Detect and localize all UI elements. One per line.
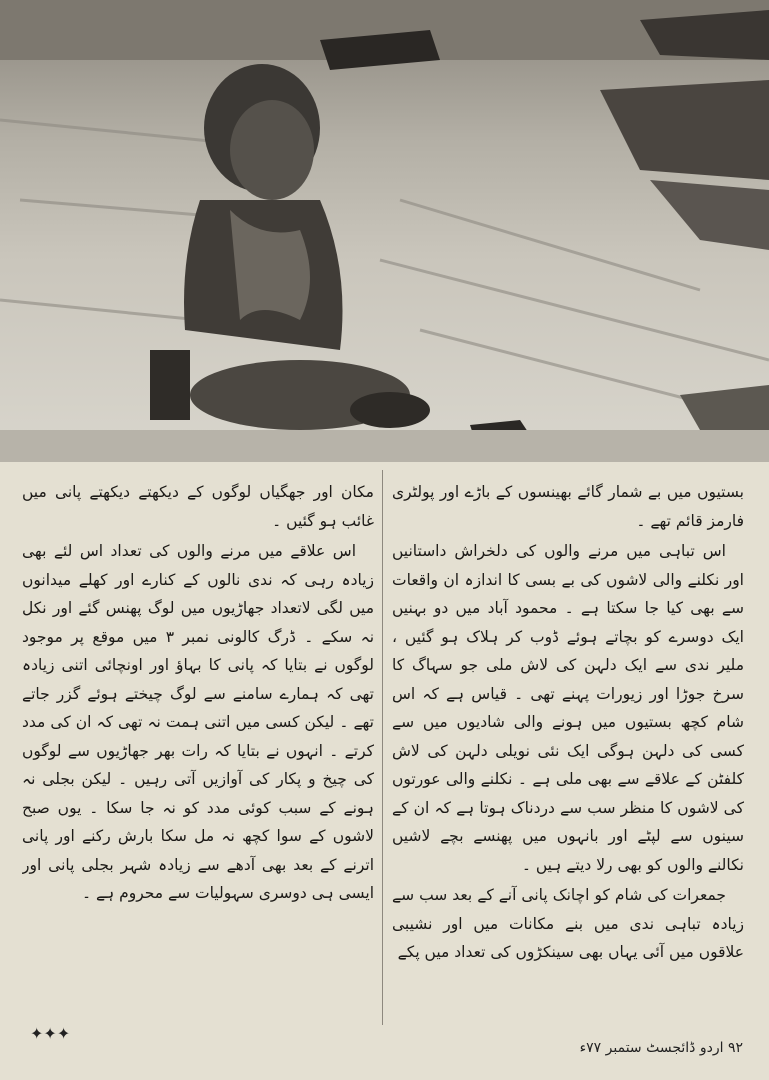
footer-ornament: ✦✦✦	[30, 1024, 71, 1043]
column-divider	[382, 470, 383, 1025]
photo	[0, 0, 769, 462]
left-column	[22, 478, 374, 1023]
paragraph: اس تباہی میں مرنے والوں کی دلخراش داستانیں اور نکلنے والی لاشوں کی بے بسی کا اندازہ ان واقعات سے بھی کیا جا سکتا ہے ۔ محمود آباد میں دو بہنیں ایک دوسرے کو بچاتے ہوئے ڈوب کر ہلاک ہو گئیں ، ملیر ندی سے ایک دلہن کی لاش ملی جو سہاگ کا سرخ جوڑا اور زیورات پہنے تھی ۔ قیاس ہے کہ اس شام کچھ بستیوں میں ہونے والی شادیوں میں سے کسی کی دلہن ہوگی ایک نئی نویلی دلہن کی لاش کلفٹن کے علاقے سے بھی ملی ہے ۔ نکلنے والی عورتوں کی لاشوں کا منظر سب سے دردناک ہوتا ہے کہ ان کے سینوں سے لپٹے اور بانہوں میں پھنسے بچے لاشیں نکالنے والوں کو بھی رلا دیتے ہیں ۔	[392, 542, 744, 874]
paragraph: بستیوں میں بے شمار گائے بھینسوں کے باڑے اور پولٹری فارمز قائم تھے ۔	[392, 483, 744, 530]
paragraph: مکان اور جھگیاں لوگوں کے دیکھتے دیکھتے پانی میں غائب ہو گئیں ۔	[22, 483, 374, 530]
article-body	[0, 470, 769, 1025]
page-footer: ۹۲ اردو ڈائجسٹ ستمبر ۷۷ء	[579, 1040, 743, 1056]
photo-child-sitting-in-flood-debris	[0, 0, 769, 462]
right-column	[392, 478, 744, 1023]
paragraph: اس علاقے میں مرنے والوں کی تعداد اس لئے بھی زیادہ رہی کہ ندی نالوں کے کنارے اور کھلے میدانوں میں لگی لاتعداد جھاڑیوں میں لوگ پھنس گئے اور نکل نہ سکے ۔ ڈرگ کالونی نمبر ۳ میں موقع پر موجود لوگوں نے بتایا کہ پانی کا بہاؤ اور اونچائی اتنی زیادہ تھی کہ ہمارے سامنے سے لوگ چیختے ہوئے گزر جاتے تھے ۔ لیکن کسی میں اتنی ہمت نہ تھی کہ ان کی مدد کرتے ۔ انہوں نے بتایا کہ رات بھر جھاڑیوں سے لوگوں کی چیخ و پکار کی آوازیں آتی رہیں ۔ لیکن بجلی نہ ہونے کے سبب کوئی مدد کو نہ جا سکا ۔ یوں صبح لاشوں کے سوا کچھ نہ مل سکا بارش رکنے اور پانی اترنے کے بعد بھی آدھے سے زیادہ شہر بجلی پانی اور ایسی ہی دوسری سہولیات سے محروم ہے ۔	[22, 542, 374, 902]
paragraph: جمعرات کی شام کو اچانک پانی آنے کے بعد سب سے زیادہ تباہی ندی میں بنے مکانات میں اور نشیبی علاقوں میں آئی یہاں بھی سینکڑوں کی تعداد میں پکے	[392, 886, 744, 961]
